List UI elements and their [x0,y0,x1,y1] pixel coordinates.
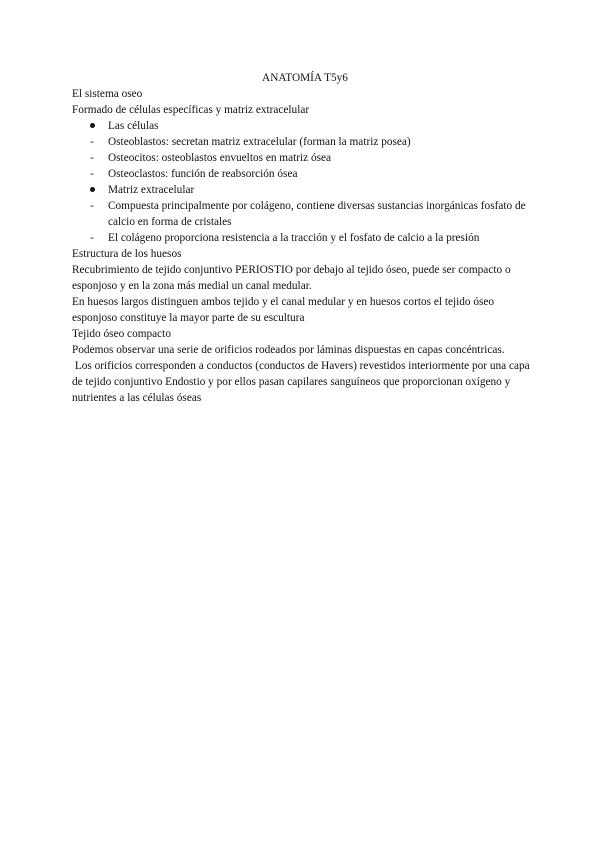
list-item-text: Matriz extracelular [108,184,195,196]
content-list [72,118,532,246]
list-item-text: El colágeno proporciona resistencia a la tracción y el fosfato de calcio a la presión [108,232,480,244]
list-item-text: Osteoclastos: función de reabsorción ósea [108,168,298,180]
list-item [72,118,532,134]
dash-marker: - [90,200,94,212]
dash-marker: - [90,168,94,180]
bullet-icon [90,187,95,192]
section-heading-compacto: Tejido óseo compacto [72,328,171,340]
section-heading-estructura: Estructura de los huesos [72,248,182,260]
document-title: ANATOMÍA T5y6 [262,72,348,84]
list-item-text: Osteoblastos: secretan matriz extracelular (forman la matriz posea) [108,136,411,148]
paragraph-huesos-largos: En huesos largos distinguen ambos tejido y el canal medular y en huesos cortos el tejido óseo esponjoso constituye la mayor parte de su escultura [72,296,495,324]
list-item [72,182,532,198]
intro-line-2: Formado de células específicas y matriz extracelular [72,104,310,116]
list-item-text: Compuesta principalmente por colágeno, contiene diversas sustancias inorgánicas fosfato de calcio en forma de cristales [108,200,526,228]
intro-line-1: El sistema oseo [72,88,143,100]
paragraph-havers: Los orificios corresponden a conductos (conductos de Havers) revestidos interiormente por una capa de tejido conjuntivo Endostio y por ellos pasan capilares sanguíneos que proporcionan oxígeno y nutrientes a las células óseas [72,360,533,404]
list-item [72,150,532,166]
list-item-text: Las células [108,120,159,132]
dash-marker: - [90,232,94,244]
list-item [72,198,532,230]
list-item [72,134,532,150]
dash-marker: - [90,152,94,164]
list-item [72,166,532,182]
bullet-icon [90,123,95,128]
list-item [72,230,532,246]
paragraph-periostio: Recubrimiento de tejido conjuntivo PERIOSTIO por debajo al tejido óseo, puede ser compacto o esponjoso y en la zona más medial un canal medular. [72,264,511,292]
dash-marker: - [90,136,94,148]
paragraph-orificios: Podemos observar una serie de orificios rodeados por láminas dispuestas en capas concéntricas. [72,344,505,356]
list-item-text: Osteocitos: osteoblastos envueltos en matriz ósea [108,152,332,164]
document-body [72,70,532,406]
